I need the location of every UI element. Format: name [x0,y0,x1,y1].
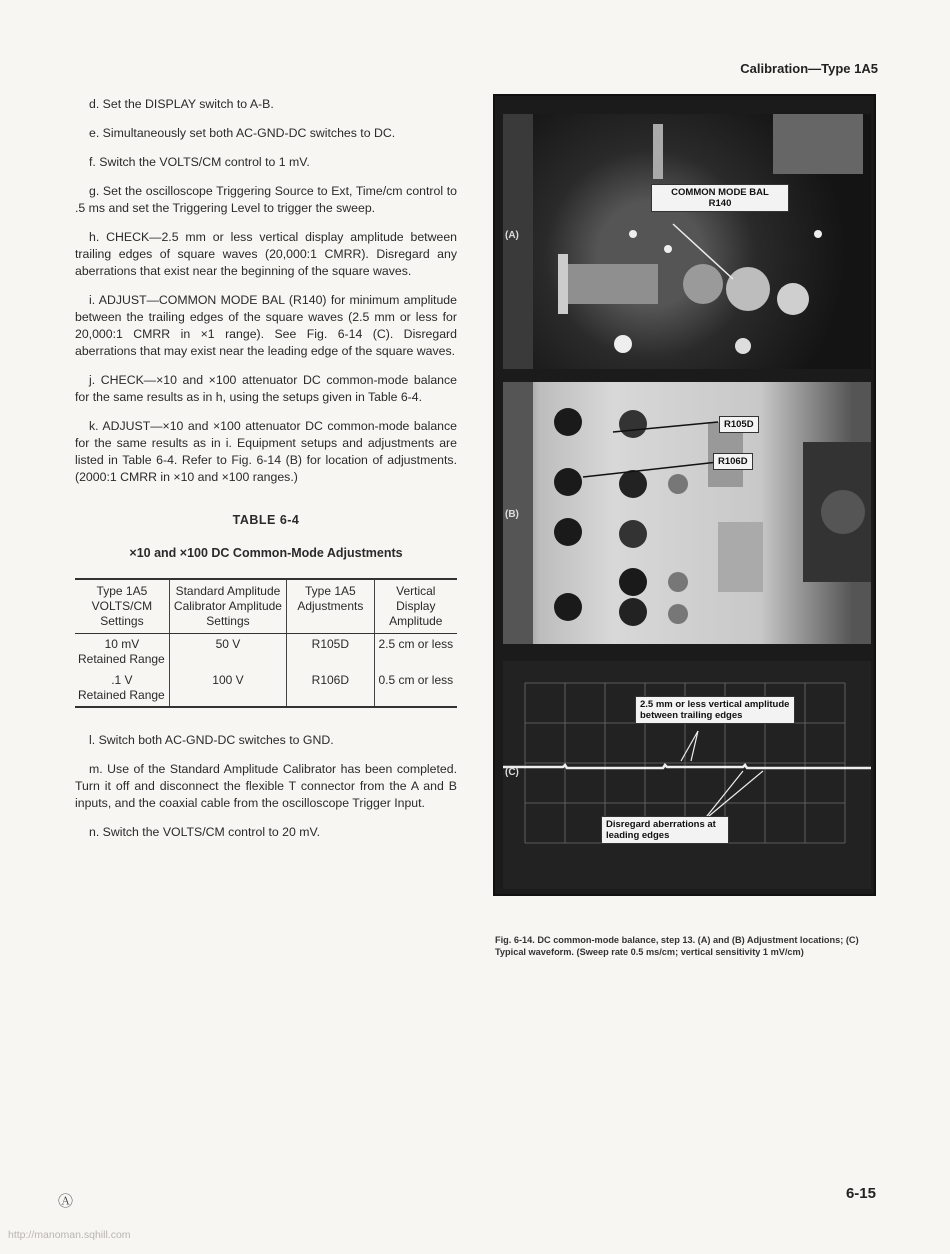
callout-trailing-edges: 2.5 mm or less vertical amplitude between trailing edges [635,696,795,724]
step-n: n. Switch the VOLTS/CM control to 20 mV. [89,825,321,839]
callout-line: COMMON MODE BAL [671,187,769,198]
photo-panel-a [503,114,871,369]
cell-calibrator: 50 V [169,634,286,671]
cell-amplitude: 0.5 cm or less [374,670,457,707]
photo-panel-c [503,661,871,889]
callout-line: R140 [708,198,732,209]
running-header: Calibration—Type 1A5 [740,61,878,76]
step-d: d. Set the DISPLAY switch to A-B. [89,97,274,111]
col-header-amplitude: Vertical Display Amplitude [374,579,457,634]
callout-r106d: R106D [713,453,753,470]
col-header-settings: Type 1A5 VOLTS/CM Settings [75,579,169,634]
step-l: l. Switch both AC-GND-DC switches to GND. [89,733,334,747]
step-h: h. CHECK—2.5 mm or less vertical display amplitude between trailing edges of square waves (20,000:1 CMRR). Disregard any aberrations that exist near the beginning of the square waves. [75,230,457,278]
attenuator-drawing [503,382,871,644]
cell-setting [75,634,169,671]
table-title: TABLE 6-4 [232,513,300,527]
publisher-mark: Ⓐ [58,1193,74,1210]
callout-leading-edges: Disregard aberrations at leading edges [601,816,729,844]
step-g: g. Set the oscilloscope Triggering Source to Ext, Time/cm control to .5 ms and set the Triggering Level to trigger the sweep. [75,184,457,215]
setting-value: .1 V [111,673,133,687]
col-header-adjustments: Type 1A5 Adjustments [287,579,375,634]
setting-range: Retained Range [78,652,165,666]
step-e: e. Simultaneously set both AC-GND-DC switches to DC. [89,126,396,140]
col-header-calibrator: Standard Amplitude Calibrator Amplitude Settings [169,579,286,634]
page-number: 6-15 [845,1185,876,1202]
instructions-column [75,96,457,853]
table-6-4 [75,578,457,708]
figure-caption: Fig. 6-14. DC common-mode balance, step 13. (A) and (B) Adjustment locations; (C) Typical waveform. (Sweep rate 0.5 ms/cm; vertical sensitivity 1 mV/cm) [495,935,859,957]
cell-adjustment: R106D [287,670,375,707]
table-header-row [75,579,457,634]
step-f: f. Switch the VOLTS/CM control to 1 mV. [89,155,310,169]
setting-value: 10 mV [104,637,140,651]
table-row [75,634,457,671]
table-subtitle: ×10 and ×100 DC Common-Mode Adjustments [129,546,403,560]
source-url: http://manoman.sqhill.com [8,1229,131,1241]
photo-panel-b [503,382,871,644]
table-row [75,670,457,707]
step-i: i. ADJUST—COMMON MODE BAL (R140) for minimum amplitude between the trailing edges of the square waves (2.5 mm or less for 20,000:1 CMRR in ×1 range). See Fig. 6-14 (C). Disregard aberrations that may exist near the leading edge of the square waves. [75,293,457,358]
callout-common-mode-bal [651,184,789,212]
circuit-board-drawing [503,114,871,369]
step-k: k. ADJUST—×10 and ×100 attenuator DC common-mode balance for the same results as in i. Equipment setups and adjustments are listed in Table 6-4. Refer to Fig. 6-14 (B) for location of adjustments. (2000:1 CMRR in ×10 and ×100 ranges.) [75,419,457,484]
cell-setting [75,670,169,707]
cell-amplitude: 2.5 cm or less [374,634,457,671]
step-m: m. Use of the Standard Amplitude Calibrator has been completed. Turn it off and disconnect the flexible T connector from the A and B inputs, and the coaxial cable from the oscilloscope Trigger Input. [75,762,457,810]
cell-adjustment: R105D [287,634,375,671]
panel-label-b: (B) [505,509,519,520]
step-j: j. CHECK—×10 and ×100 attenuator DC common-mode balance for the same results as in h, using the setups given in Table 6-4. [75,373,457,404]
callout-r105d: R105D [719,416,759,433]
setting-range: Retained Range [78,688,165,702]
figure-6-14 [493,94,876,896]
cell-calibrator: 100 V [169,670,286,707]
panel-label-c: (C) [505,767,519,778]
panel-label-a: (A) [505,230,519,241]
